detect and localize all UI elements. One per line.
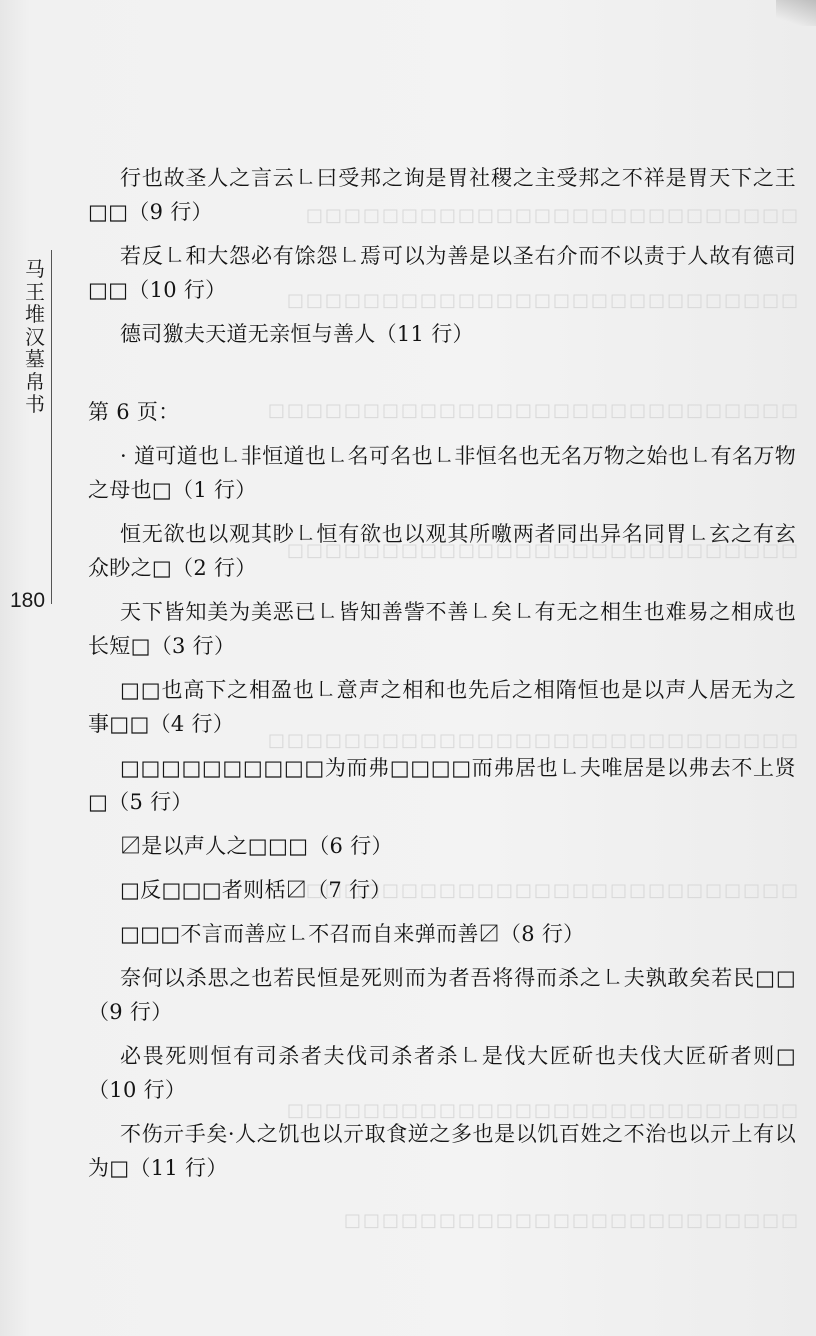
show-through-text: □□□□□□□□□□□□□□□□□□□□□□□□□□□□ (265, 400, 798, 421)
page-corner-shadow (776, 0, 816, 26)
text-paragraph: 若反㇗和大怨必有馀怨㇗焉可以为善是以圣右介而不以责于人故有德司□□（10 行） (88, 244, 796, 302)
text-paragraph: □□□不言而善应㇗不召而自来弹而善〼（8 行） (120, 922, 585, 946)
text-paragraph: 必畏死则恒有司杀者夫伐司杀者杀㇗是伐大匠斫也夫伐大匠斫者则□（10 行） (88, 1044, 796, 1102)
show-through-text: □□□□□□□□□□□□□□□□□□□□□□□□□□□ (284, 1100, 798, 1121)
text-paragraph: □□也高下之相盈也㇗意声之相和也先后之相隋恒也是以声人居无为之事□□（4 行） (88, 678, 796, 736)
text-paragraph: 〼是以声人之□□□（6 行） (120, 834, 393, 858)
show-through-text: □□□□□□□□□□□□□□□□□□□□□□□□□□ (303, 880, 798, 901)
show-through-text: □□□□□□□□□□□□□□□□□□□□□□□□□□□ (284, 290, 798, 311)
text-paragraph: 恒无欲也以观其眇㇗恒有欲也以观其所噭两者同出异名同胃㇗玄之有玄众眇之□（2 行） (88, 522, 796, 580)
show-through-text: □□□□□□□□□□□□□□□□□□□□□□□□□□□□ (265, 730, 798, 751)
text-paragraph: 行也故圣人之言云㇗曰受邦之询是胃社稷之主受邦之不祥是胃天下之王□□（9 行） (88, 166, 796, 224)
text-paragraph: · 道可道也㇗非恒道也㇗名可名也㇗非恒名也无名万物之始也㇗有名万物之母也□（1 行） (88, 444, 796, 502)
text-paragraph: 不伤亓手矣·人之饥也以亓取食逆之多也是以饥百姓之不治也以亓上有以为□（11 行） (88, 1122, 796, 1180)
show-through-text: □□□□□□□□□□□□□□□□□□□□□□□□ (341, 1210, 798, 1231)
text-paragraph: 德司獥夫天道无亲恒与善人（11 行） (120, 322, 474, 346)
text-paragraph: 奈何以杀思之也若民恒是死则而为者吾将得而杀之㇗夫孰敢矣若民□□（9 行） (88, 966, 796, 1024)
side-divider (51, 250, 52, 604)
show-through-text: □□□□□□□□□□□□□□□□□□□□□□□□□□ (303, 205, 798, 226)
text-paragraph: 天下皆知美为美恶已㇗皆知善訾不善㇗矣㇗有无之相生也难易之相成也长短□（3 行） (88, 600, 796, 658)
main-text (88, 161, 796, 1195)
page-number: 180 (10, 589, 46, 612)
book-title-vertical: 马王堆汉墓帛书 (25, 257, 45, 416)
text-paragraph: □□□□□□□□□□为而弗□□□□而弗居也㇗夫唯居是以弗去不上贤□（5 行） (88, 756, 796, 814)
text-paragraph: □反□□□者则栝〼（7 行） (120, 878, 392, 902)
section-heading: 第 6 页： (88, 400, 180, 424)
show-through-text: □□□□□□□□□□□□□□□□□□□□□□□□□□□ (284, 540, 798, 561)
